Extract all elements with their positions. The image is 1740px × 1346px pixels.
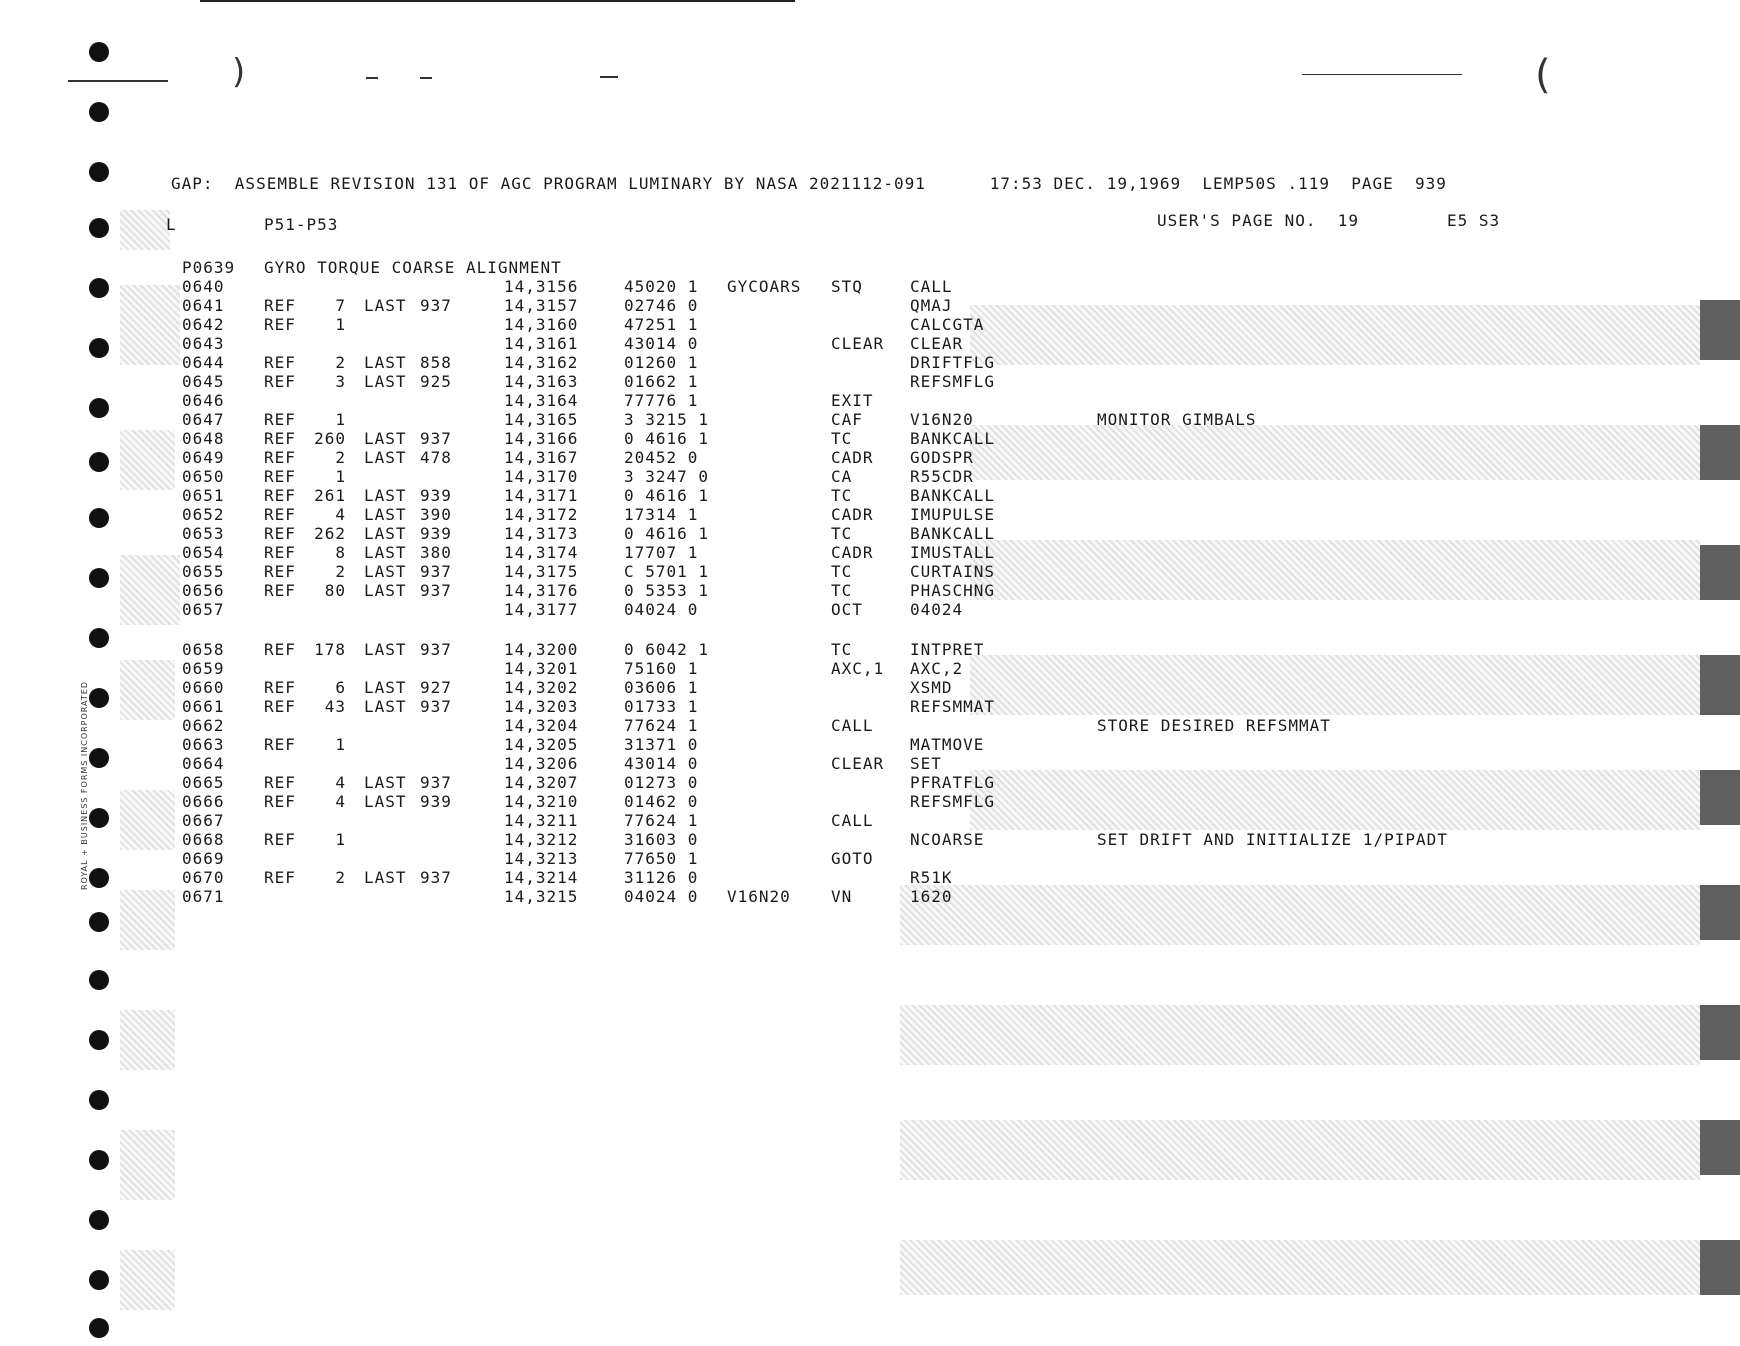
octal-word: 03606 1 xyxy=(624,678,699,697)
last-field: LAST xyxy=(364,543,407,562)
ref-count: 1 xyxy=(335,735,346,754)
sprocket-hole xyxy=(89,1030,109,1050)
last-page: 937 xyxy=(420,697,452,716)
address: 14,3162 xyxy=(504,353,579,372)
comment: STORE DESIRED REFSMMAT xyxy=(1097,716,1331,735)
ref-field: REF xyxy=(264,296,296,315)
ref-count: 4 xyxy=(335,773,346,792)
address: 14,3207 xyxy=(504,773,579,792)
label: V16N20 xyxy=(727,887,791,906)
scan-noise xyxy=(900,1005,1700,1065)
ref-field: REF xyxy=(264,410,296,429)
address: 14,3212 xyxy=(504,830,579,849)
ref-field: REF xyxy=(264,697,296,716)
address: 14,3156 xyxy=(504,277,579,296)
opcode: OCT xyxy=(831,600,863,619)
opcode: TC xyxy=(831,562,853,581)
opcode: CLEAR xyxy=(831,754,885,773)
operand: R51K xyxy=(910,868,953,887)
scan-noise xyxy=(120,285,180,365)
opcode: TC xyxy=(831,524,853,543)
line-number: 0668 xyxy=(182,830,225,849)
last-page: 939 xyxy=(420,486,452,505)
line-number: 0645 xyxy=(182,372,225,391)
scan-edge xyxy=(1700,425,1740,480)
line-number: 0646 xyxy=(182,391,225,410)
line-number: 0653 xyxy=(182,524,225,543)
scan-noise xyxy=(120,430,175,490)
operand: CURTAINS xyxy=(910,562,996,581)
last-field: LAST xyxy=(364,353,407,372)
operand: DRIFTFLG xyxy=(910,353,996,372)
opcode: CALL xyxy=(831,811,874,830)
ref-field: GYRO TORQUE COARSE ALIGNMENT xyxy=(264,258,562,277)
octal-word: 77650 1 xyxy=(624,849,699,868)
operand: BANKCALL xyxy=(910,429,996,448)
line-number: 0669 xyxy=(182,849,225,868)
last-field: LAST xyxy=(364,581,407,600)
ref-field: REF xyxy=(264,372,296,391)
scan-noise xyxy=(120,790,175,850)
last-page: 925 xyxy=(420,372,452,391)
address: 14,3210 xyxy=(504,792,579,811)
scan-edge xyxy=(1700,885,1740,940)
ref-count: 1 xyxy=(335,467,346,486)
operand: QMAJ xyxy=(910,296,953,315)
scan-noise xyxy=(970,655,1700,715)
ref-count: 2 xyxy=(335,868,346,887)
sprocket-hole xyxy=(89,1210,109,1230)
scan-edge xyxy=(1700,1120,1740,1175)
label: GYCOARS xyxy=(727,277,802,296)
ref-count: 4 xyxy=(335,505,346,524)
scribble-mark xyxy=(1302,74,1462,75)
scan-noise xyxy=(120,1250,175,1310)
ref-count: 178 xyxy=(314,640,346,659)
operand: IMUPULSE xyxy=(910,505,996,524)
user-page-number: USER'S PAGE NO. 19 xyxy=(1157,211,1360,230)
line-number: 0663 xyxy=(182,735,225,754)
scan-noise xyxy=(970,770,1700,830)
octal-word: 0 4616 1 xyxy=(624,429,710,448)
ref-field: REF xyxy=(264,792,296,811)
octal-word: 3 3215 1 xyxy=(624,410,710,429)
operand: CALCGTA xyxy=(910,315,985,334)
octal-word: 0 6042 1 xyxy=(624,640,710,659)
octal-word: 01260 1 xyxy=(624,353,699,372)
last-page: 937 xyxy=(420,773,452,792)
octal-word: 01662 1 xyxy=(624,372,699,391)
octal-word: 02746 0 xyxy=(624,296,699,315)
opcode: GOTO xyxy=(831,849,874,868)
scan-edge xyxy=(1700,300,1740,360)
address: 14,3174 xyxy=(504,543,579,562)
address: 14,3164 xyxy=(504,391,579,410)
last-field: LAST xyxy=(364,429,407,448)
address: 14,3205 xyxy=(504,735,579,754)
scribble-mark xyxy=(420,77,432,79)
last-field: LAST xyxy=(364,505,407,524)
header-left-code: L xyxy=(166,215,177,234)
last-field: LAST xyxy=(364,296,407,315)
ref-count: 1 xyxy=(335,410,346,429)
line-number: 0642 xyxy=(182,315,225,334)
header-line: GAP: ASSEMBLE REVISION 131 OF AGC PROGRAM LUMINARY BY NASA 2021112-091 17:53 DEC. 19,1969 LEMP50S .119 PAGE 939 xyxy=(171,174,1447,193)
scan-noise xyxy=(120,890,175,950)
scan-edge xyxy=(1700,545,1740,600)
last-field: LAST xyxy=(364,448,407,467)
scan-noise xyxy=(970,305,1700,365)
last-page: 937 xyxy=(420,562,452,581)
sprocket-hole xyxy=(89,278,109,298)
operand: SET xyxy=(910,754,942,773)
sprocket-hole xyxy=(89,568,109,588)
sprocket-hole xyxy=(89,1318,109,1338)
line-number: 0671 xyxy=(182,887,225,906)
address: 14,3206 xyxy=(504,754,579,773)
opcode: EXIT xyxy=(831,391,874,410)
scan-noise xyxy=(970,425,1700,480)
sprocket-hole xyxy=(89,218,109,238)
line-number: 0662 xyxy=(182,716,225,735)
sprocket-hole xyxy=(89,688,109,708)
ref-count: 80 xyxy=(324,581,346,600)
octal-word: 31371 0 xyxy=(624,735,699,754)
opcode: CADR xyxy=(831,543,874,562)
line-number: 0667 xyxy=(182,811,225,830)
ref-count: 262 xyxy=(314,524,346,543)
ref-count: 4 xyxy=(335,792,346,811)
opcode: VN xyxy=(831,887,853,906)
line-number: 0643 xyxy=(182,334,225,353)
octal-word: 77624 1 xyxy=(624,811,699,830)
ref-field: REF xyxy=(264,773,296,792)
last-field: LAST xyxy=(364,486,407,505)
bracket-mark: ( xyxy=(1535,52,1551,98)
last-field: LAST xyxy=(364,562,407,581)
octal-word: 01273 0 xyxy=(624,773,699,792)
ref-field: REF xyxy=(264,524,296,543)
ref-field: REF xyxy=(264,505,296,524)
ref-field: REF xyxy=(264,543,296,562)
opcode: TC xyxy=(831,640,853,659)
operand: 04024 xyxy=(910,600,964,619)
address: 14,3163 xyxy=(504,372,579,391)
octal-word: 31603 0 xyxy=(624,830,699,849)
ref-field: REF xyxy=(264,830,296,849)
operand: IMUSTALL xyxy=(910,543,996,562)
octal-word: 01462 0 xyxy=(624,792,699,811)
last-page: 858 xyxy=(420,353,452,372)
operand: BANKCALL xyxy=(910,524,996,543)
operand: MATMOVE xyxy=(910,735,985,754)
address: 14,3157 xyxy=(504,296,579,315)
sprocket-hole xyxy=(89,808,109,828)
scan-edge xyxy=(1700,655,1740,715)
last-field: LAST xyxy=(364,372,407,391)
last-field: LAST xyxy=(364,792,407,811)
sprocket-hole xyxy=(89,338,109,358)
ref-count: 260 xyxy=(314,429,346,448)
address: 14,3200 xyxy=(504,640,579,659)
last-field: LAST xyxy=(364,678,407,697)
operand: NCOARSE xyxy=(910,830,985,849)
sprocket-hole xyxy=(89,508,109,528)
sprocket-hole xyxy=(89,398,109,418)
scribble-mark xyxy=(366,77,378,79)
line-number: 0659 xyxy=(182,659,225,678)
address: 14,3203 xyxy=(504,697,579,716)
ref-field: REF xyxy=(264,581,296,600)
address: 14,3171 xyxy=(504,486,579,505)
top-rule xyxy=(200,0,795,2)
last-page: 937 xyxy=(420,296,452,315)
address: 14,3176 xyxy=(504,581,579,600)
line-number: 0657 xyxy=(182,600,225,619)
section-title: P51-P53 xyxy=(264,215,339,234)
scan-noise xyxy=(120,660,175,720)
last-page: 939 xyxy=(420,524,452,543)
opcode: STQ xyxy=(831,277,863,296)
last-page: 478 xyxy=(420,448,452,467)
scan-noise xyxy=(970,540,1700,600)
operand: REFSMMAT xyxy=(910,697,996,716)
line-number: 0660 xyxy=(182,678,225,697)
operand: AXC,2 xyxy=(910,659,964,678)
scan-edge xyxy=(1700,1005,1740,1060)
octal-word: 77776 1 xyxy=(624,391,699,410)
ref-count: 3 xyxy=(335,372,346,391)
address: 14,3165 xyxy=(504,410,579,429)
sprocket-hole xyxy=(89,912,109,932)
operand: PHASCHNG xyxy=(910,581,996,600)
last-field: LAST xyxy=(364,773,407,792)
sprocket-hole xyxy=(89,970,109,990)
last-page: 927 xyxy=(420,678,452,697)
octal-word: C 5701 1 xyxy=(624,562,710,581)
operand: PFRATFLG xyxy=(910,773,996,792)
ref-count: 1 xyxy=(335,830,346,849)
ref-field: REF xyxy=(264,486,296,505)
opcode: CADR xyxy=(831,505,874,524)
scan-noise xyxy=(900,1120,1700,1180)
octal-word: 47251 1 xyxy=(624,315,699,334)
line-number: 0641 xyxy=(182,296,225,315)
octal-word: 77624 1 xyxy=(624,716,699,735)
opcode: TC xyxy=(831,429,853,448)
form-margin-text: ROYAL + BUSINESS FORMS INCORPORATED xyxy=(80,681,89,890)
line-number: 0656 xyxy=(182,581,225,600)
octal-word: 17707 1 xyxy=(624,543,699,562)
scan-noise xyxy=(120,555,180,625)
scan-noise xyxy=(900,885,1700,945)
address: 14,3204 xyxy=(504,716,579,735)
opcode: CALL xyxy=(831,716,874,735)
opcode: AXC,1 xyxy=(831,659,885,678)
address: 14,3177 xyxy=(504,600,579,619)
opcode: TC xyxy=(831,581,853,600)
ref-field: REF xyxy=(264,562,296,581)
line-number: 0651 xyxy=(182,486,225,505)
last-page: 937 xyxy=(420,640,452,659)
sprocket-hole xyxy=(89,452,109,472)
address: 14,3213 xyxy=(504,849,579,868)
comment: MONITOR GIMBALS xyxy=(1097,410,1257,429)
line-number: 0647 xyxy=(182,410,225,429)
last-field: LAST xyxy=(364,524,407,543)
ref-count: 1 xyxy=(335,315,346,334)
operand: BANKCALL xyxy=(910,486,996,505)
ref-count: 43 xyxy=(324,697,346,716)
address: 14,3201 xyxy=(504,659,579,678)
last-page: 380 xyxy=(420,543,452,562)
scan-noise xyxy=(120,1010,175,1070)
address: 14,3214 xyxy=(504,868,579,887)
operand: R55CDR xyxy=(910,467,974,486)
operand: CALL xyxy=(910,277,953,296)
address: 14,3172 xyxy=(504,505,579,524)
octal-word: 43014 0 xyxy=(624,754,699,773)
address: 14,3167 xyxy=(504,448,579,467)
ref-count: 2 xyxy=(335,448,346,467)
bracket-mark: ) xyxy=(232,52,246,92)
line-number: 0650 xyxy=(182,467,225,486)
ref-field: REF xyxy=(264,678,296,697)
octal-word: 43014 0 xyxy=(624,334,699,353)
line-number: 0640 xyxy=(182,277,225,296)
address: 14,3211 xyxy=(504,811,579,830)
octal-word: 20452 0 xyxy=(624,448,699,467)
address: 14,3215 xyxy=(504,887,579,906)
ref-field: REF xyxy=(264,315,296,334)
octal-word: 01733 1 xyxy=(624,697,699,716)
comment: SET DRIFT AND INITIALIZE 1/PIPADT xyxy=(1097,830,1448,849)
ref-field: REF xyxy=(264,467,296,486)
ref-field: REF xyxy=(264,448,296,467)
last-field: LAST xyxy=(364,868,407,887)
octal-word: 0 4616 1 xyxy=(624,486,710,505)
address: 14,3160 xyxy=(504,315,579,334)
sprocket-hole xyxy=(89,628,109,648)
scan-edge xyxy=(1700,1240,1740,1295)
address: 14,3170 xyxy=(504,467,579,486)
ref-count: 7 xyxy=(335,296,346,315)
sprocket-hole xyxy=(89,1150,109,1170)
line-number: 0649 xyxy=(182,448,225,467)
last-page: 937 xyxy=(420,868,452,887)
address: 14,3173 xyxy=(504,524,579,543)
scan-noise xyxy=(120,1130,175,1200)
octal-word: 04024 0 xyxy=(624,887,699,906)
last-field: LAST xyxy=(364,640,407,659)
ref-count: 2 xyxy=(335,562,346,581)
operand: REFSMFLG xyxy=(910,372,996,391)
opcode: CLEAR xyxy=(831,334,885,353)
line-number: 0661 xyxy=(182,697,225,716)
line-number: 0664 xyxy=(182,754,225,773)
opcode: CAF xyxy=(831,410,863,429)
header-code: E5 S3 xyxy=(1447,211,1501,230)
sprocket-hole xyxy=(89,162,109,182)
ref-count: 2 xyxy=(335,353,346,372)
sprocket-hole xyxy=(89,42,109,62)
ref-field: REF xyxy=(264,735,296,754)
operand: 1620 xyxy=(910,887,953,906)
opcode: CADR xyxy=(831,448,874,467)
octal-word: 0 5353 1 xyxy=(624,581,710,600)
operand: V16N20 xyxy=(910,410,974,429)
ref-count: 8 xyxy=(335,543,346,562)
address: 14,3202 xyxy=(504,678,579,697)
operand: GODSPR xyxy=(910,448,974,467)
octal-word: 31126 0 xyxy=(624,868,699,887)
last-field: LAST xyxy=(364,697,407,716)
sprocket-hole xyxy=(89,748,109,768)
octal-word: 45020 1 xyxy=(624,277,699,296)
scan-noise xyxy=(900,1240,1700,1295)
ref-count: 261 xyxy=(314,486,346,505)
line-number: 0658 xyxy=(182,640,225,659)
operand: XSMD xyxy=(910,678,953,697)
operand: CLEAR xyxy=(910,334,964,353)
ref-field: REF xyxy=(264,640,296,659)
last-page: 937 xyxy=(420,581,452,600)
last-page: 937 xyxy=(420,429,452,448)
octal-word: 75160 1 xyxy=(624,659,699,678)
opcode: CA xyxy=(831,467,853,486)
line-number: 0655 xyxy=(182,562,225,581)
octal-word: 17314 1 xyxy=(624,505,699,524)
line-number: 0666 xyxy=(182,792,225,811)
ref-field: REF xyxy=(264,429,296,448)
address: 14,3166 xyxy=(504,429,579,448)
sprocket-hole xyxy=(89,868,109,888)
octal-word: 3 3247 0 xyxy=(624,467,710,486)
scan-edge xyxy=(1700,770,1740,825)
ref-field: REF xyxy=(264,353,296,372)
line-number: 0648 xyxy=(182,429,225,448)
sprocket-hole xyxy=(89,1090,109,1110)
last-page: 390 xyxy=(420,505,452,524)
opcode: TC xyxy=(831,486,853,505)
scan-noise xyxy=(120,210,170,250)
line-number: 0670 xyxy=(182,868,225,887)
last-page: 939 xyxy=(420,792,452,811)
operand: REFSMFLG xyxy=(910,792,996,811)
ref-count: 6 xyxy=(335,678,346,697)
sprocket-hole xyxy=(89,1270,109,1290)
sprocket-hole xyxy=(89,102,109,122)
line-number: 0652 xyxy=(182,505,225,524)
operand: INTPRET xyxy=(910,640,985,659)
line-number: 0644 xyxy=(182,353,225,372)
line-number: P0639 xyxy=(182,258,236,277)
scribble-mark xyxy=(600,76,618,78)
address: 14,3175 xyxy=(504,562,579,581)
octal-word: 0 4616 1 xyxy=(624,524,710,543)
scribble-mark xyxy=(68,80,168,82)
line-number: 0665 xyxy=(182,773,225,792)
address: 14,3161 xyxy=(504,334,579,353)
line-number: 0654 xyxy=(182,543,225,562)
ref-field: REF xyxy=(264,868,296,887)
octal-word: 04024 0 xyxy=(624,600,699,619)
